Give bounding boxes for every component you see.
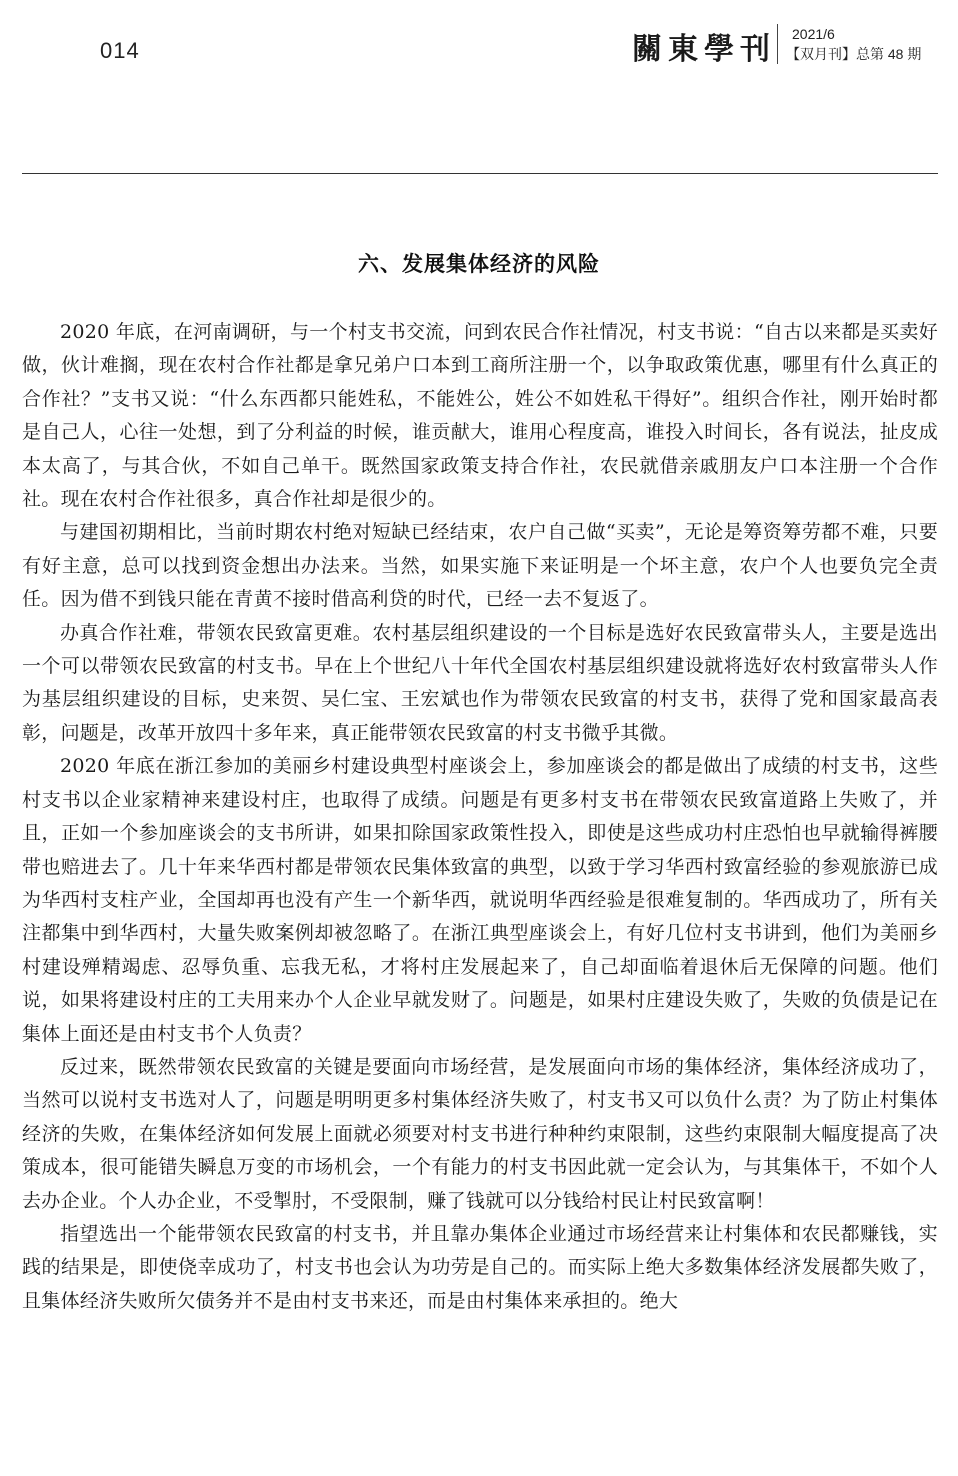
journal-title: 關東學刊 <box>632 32 776 67</box>
paragraph: 办真合作社难，带领农民致富更难。农村基层组织建设的一个目标是选好农民致富带头人，主要是选出一个可以带领农民致富的村支书。早在上个世纪八十年代全国农村基层组织建设就将选好农村致富带头人作为基层组织建设的目标，史来贺、吴仁宝、王宏斌也作为带领农民致富的村支书，获得了党和国家最高表彰，问题是，改革开放四十多年来，真正能带领农民致富的村支书微乎其微。 <box>22 621 938 744</box>
header-vertical-rule <box>777 24 778 64</box>
header-divider <box>22 173 938 174</box>
paragraph: 2020 年底在浙江参加的美丽乡村建设典型村座谈会上，参加座谈会的都是做出了成绩的村支书，这些村支书以企业家精神来建设村庄，也取得了成绩。问题是有更多村支书在带领农民致富道路上失败了，并且，正如一个参加座谈会的支书所讲，如果扣除国家政策性投入，即使是这些成功村庄恐怕也早就输得裤腰带也赔进去了。几十年来华西村都是带领农民集体致富的典型，以致于学习华西村致富经验的参观旅游已成为华西村支柱产业，全国却再也没有产生一个新华西，就说明华西经验是很难复制的。华西成功了，所有关注都集中到华西村，大量失败案例却被忽略了。在浙江典型座谈会上，有好几位村支书讲到，他们为美丽乡村建设殚精竭虑、忍辱负重、忘我无私，才将村庄发展起来了，自己却面临着退休后无保障的问题。他们说，如果将建设村庄的工夫用来办个人企业早就发财了。问题是，如果村庄建设失败了，失败的负债是记在集体上面还是由村支书个人负责？ <box>22 755 938 1045</box>
paragraph: 反过来，既然带领农民致富的关键是要面向市场经营，是发展面向市场的集体经济，集体经济成功了，当然可以说村支书选对人了，问题是明明更多村集体经济失败了，村支书又可以负什么责？为了防止村集体经济的失败，在集体经济如何发展上面就必须要对村支书进行种种约束限制，这些约束限制大幅度提高了决策成本，很可能错失瞬息万变的市场机会，一个有能力的村支书因此就一定会认为，与其集体干，不如个人去办企业。个人办企业，不受掣肘，不受限制，赚了钱就可以分钱给村民让村民致富啊！ <box>22 1055 938 1212</box>
section-heading: 六、发展集体经济的风险 <box>358 252 600 276</box>
issue-info: 【双月刊】总第 48 期 <box>786 46 922 62</box>
paragraph: 指望选出一个能带领农民致富的村支书，并且靠办集体企业通过市场经营来让村集体和农民都赚钱，实践的结果是，即使侥幸成功了，村支书也会认为功劳是自己的。而实际上绝大多数集体经济发展都失败了，且集体经济失败所欠债务并不是由村支书来还，而是由村集体来承担的。绝大 <box>22 1222 938 1312</box>
article-body <box>22 316 938 1318</box>
paragraph: 2020 年底，在河南调研，与一个村支书交流，问到农民合作社情况，村支书说：“自古以来都是买卖好做，伙计难搁，现在农村合作社都是拿兄弟户口本到工商所注册一个，以争取政策优惠，哪里有什么真正的合作社？”支书又说：“什么东西都只能姓私，不能姓公，姓公不如姓私干得好”。组织合作社，刚开始时都是自己人，心往一处想，到了分利益的时候，谁贡献大，谁用心程度高，谁投入时间长，各有说法，扯皮成本太高了，与其合伙，不如自己单干。既然国家政策支持合作社，农民就借亲戚朋友户口本注册一个合作社。现在农村合作社很多，真合作社却是很少的。 <box>22 321 938 511</box>
issue-date: 2021/6 <box>792 26 835 42</box>
page-number: 014 <box>100 38 140 63</box>
paragraph: 与建国初期相比，当前时期农村绝对短缺已经结束，农户自己做“买卖”，无论是筹资筹劳都不难，只要有好主意，总可以找到资金想出办法来。当然，如果实施下来证明是一个坏主意，农户个人也要负完全责任。因为借不到钱只能在青黄不接时借高利贷的时代，已经一去不复返了。 <box>22 521 938 611</box>
